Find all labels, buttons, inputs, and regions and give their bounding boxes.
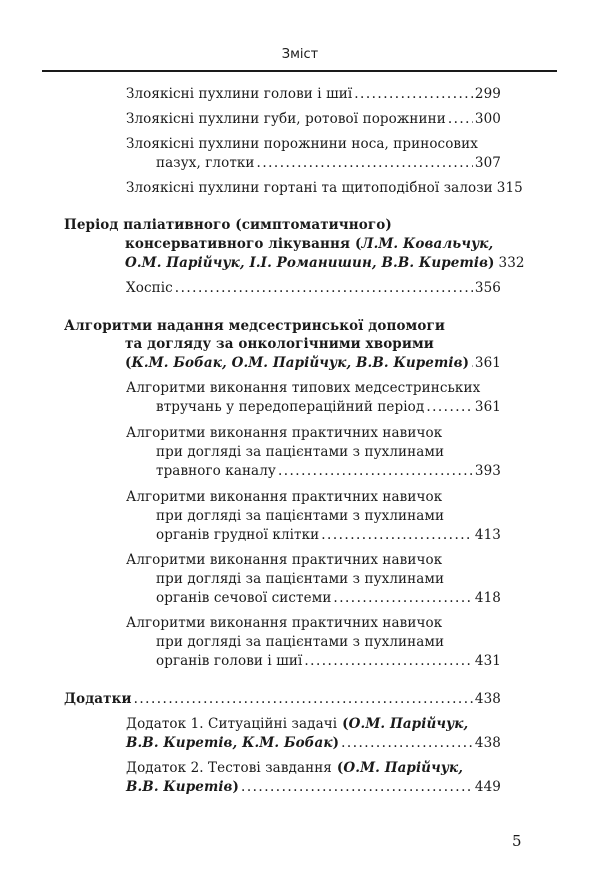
toc-entry <box>126 84 501 104</box>
toc-authors: Л.М. Ковальчук, <box>361 236 494 252</box>
toc-page-number: 449 <box>474 779 501 795</box>
toc-entry-line <box>126 134 478 154</box>
toc-entry <box>156 461 501 481</box>
toc-entry-title: Алгоритми виконання практичних навичок <box>126 425 443 441</box>
toc-section-title-line <box>125 334 434 354</box>
toc-entry-line <box>156 569 444 589</box>
toc-section-title-line: консервативного лікування ( Л.М. Ковальчук, <box>125 236 494 252</box>
toc-entry-title: при догляді за пацієнтами з пухлинами <box>156 634 445 650</box>
toc-entry-title: Алгоритми виконання практичних навичок <box>126 489 443 505</box>
toc-entry <box>126 278 501 298</box>
toc-section-title <box>64 215 392 235</box>
toc-page-number: 307 <box>474 155 501 171</box>
toc-section-title-line: Алгоритми надання медсестринської допомоги <box>64 318 445 334</box>
toc-section-title: Додатки <box>64 691 132 707</box>
toc-entry <box>64 689 501 709</box>
toc-entry <box>156 588 501 608</box>
toc-authors: О.М. Парійчук, <box>343 760 464 776</box>
toc-authors: О.М. Парійчук, <box>348 716 469 732</box>
toc-page-number: 438 <box>474 735 501 751</box>
toc-section-title-text: консервативного лікування <box>125 236 351 252</box>
toc-entry-line <box>156 442 444 462</box>
toc-entry: В.В. Киретів ) ..... 449 <box>126 777 501 797</box>
toc-entry-title: Злоякісні пухлини голови і шиї <box>126 86 353 102</box>
dot-leader <box>333 588 473 608</box>
toc-authors: К.М. Бобак, О.М. Парійчук, В.В. Киретів <box>131 355 463 371</box>
toc-entry <box>156 153 501 173</box>
toc-entry-title: Додаток 1. Ситуаційні задачі <box>126 716 338 732</box>
dot-leader <box>304 651 473 671</box>
toc-entry-title: при догляді за пацієнтами з пухлинами <box>156 508 445 524</box>
toc-entry-title: Додаток 2. Тестові завдання <box>126 760 332 776</box>
toc-entry: В.В. Киретів, К.М. Бобак ) ..... 438 <box>126 733 501 753</box>
toc-entry-title: травного каналу <box>156 463 276 479</box>
toc-entry-line <box>126 550 442 570</box>
toc-section-title-line: Період паліативного (симптоматичного) <box>64 217 392 233</box>
toc-entry-line: Додаток 1. Ситуаційні задачі ( О.М. Парійчук, <box>126 716 469 732</box>
dot-leader <box>321 525 473 545</box>
dot-leader <box>354 84 473 104</box>
toc-authors: В.В. Киретів <box>126 779 233 795</box>
toc-entry-line <box>126 487 442 507</box>
dot-leader <box>241 777 473 797</box>
dot-leader <box>448 109 473 129</box>
toc-entry-title: Алгоритми виконання практичних навичок <box>126 552 443 568</box>
page-number: 5 <box>512 832 522 850</box>
toc-entry-line <box>156 632 444 652</box>
toc-entry-line <box>156 506 444 526</box>
toc-entry-line: Додаток 2. Тестові завдання ( О.М. Парійчук, <box>126 760 464 776</box>
toc-entry: ( К.М. Бобак, О.М. Парійчук, В.В. Киретів ) ..... 361 <box>125 353 501 373</box>
toc-entry-title: органів грудної клітки <box>156 527 320 543</box>
dot-leader <box>134 689 473 709</box>
toc-entry-title: Злоякісні пухлини порожнини носа, приносових <box>126 136 478 152</box>
toc-page-number: 438 <box>474 691 501 707</box>
toc-entry-line <box>126 378 480 398</box>
toc-entry <box>156 525 501 545</box>
toc-entry <box>126 109 501 129</box>
toc-page-number: 393 <box>474 463 501 479</box>
toc-entry <box>156 651 501 671</box>
running-header: Зміст <box>281 47 319 62</box>
toc-page-number: 332 <box>498 255 525 271</box>
toc-entry-title: пазух, глотки <box>156 155 255 171</box>
toc-entry <box>156 397 501 417</box>
toc-entry-title: Алгоритми виконання практичних навичок <box>126 615 443 631</box>
toc-entry-title: Злоякісні пухлини гортані та щитоподібної залози <box>126 180 493 196</box>
toc-page-number: 356 <box>474 280 501 296</box>
toc-authors: О.М. Парійчук, І.І. Романишин, В.В. Киретів <box>125 255 489 271</box>
toc-page-number: 413 <box>474 527 501 543</box>
toc-authors: В.В. Киретів, К.М. Бобак <box>126 735 333 751</box>
toc-page-number: 361 <box>474 399 501 415</box>
dot-leader <box>426 397 473 417</box>
toc-page-number: 418 <box>474 590 501 606</box>
dot-leader <box>278 461 473 481</box>
toc-page-number: 300 <box>474 111 501 127</box>
toc-entry-title: Алгоритми виконання типових медсестринських <box>126 380 481 396</box>
toc-page-number: 315 <box>496 180 523 196</box>
toc-entry-title: органів голови і шиї <box>156 653 303 669</box>
toc-entry-line <box>126 423 442 443</box>
toc-page-number: 299 <box>474 86 501 102</box>
header-rule <box>42 70 557 72</box>
dot-leader <box>471 353 473 373</box>
dot-leader <box>175 278 473 298</box>
toc-entry-title: Хоспіс <box>126 280 173 296</box>
toc-page-number: 361 <box>474 355 501 371</box>
dot-leader <box>341 733 473 753</box>
toc-section-title-text: та догляду за онкологічними хворими <box>125 336 434 352</box>
toc-entry <box>126 178 523 198</box>
toc-entry: О.М. Парійчук, І.І. Романишин, В.В. Киретів ) 332 <box>125 255 525 271</box>
toc-section-title <box>64 316 445 336</box>
toc-entry-line <box>126 613 442 633</box>
toc-entry-title: при догляді за пацієнтами з пухлинами <box>156 571 445 587</box>
toc-entry-title: органів сечової системи <box>156 590 332 606</box>
dot-leader <box>257 153 473 173</box>
toc-entry-title: при догляді за пацієнтами з пухлинами <box>156 444 445 460</box>
toc-page-number: 431 <box>474 653 501 669</box>
toc-entry-title: Злоякісні пухлини губи, ротової порожнини <box>126 111 446 127</box>
toc-entry-title: втручань у передопераційний період <box>156 399 425 415</box>
